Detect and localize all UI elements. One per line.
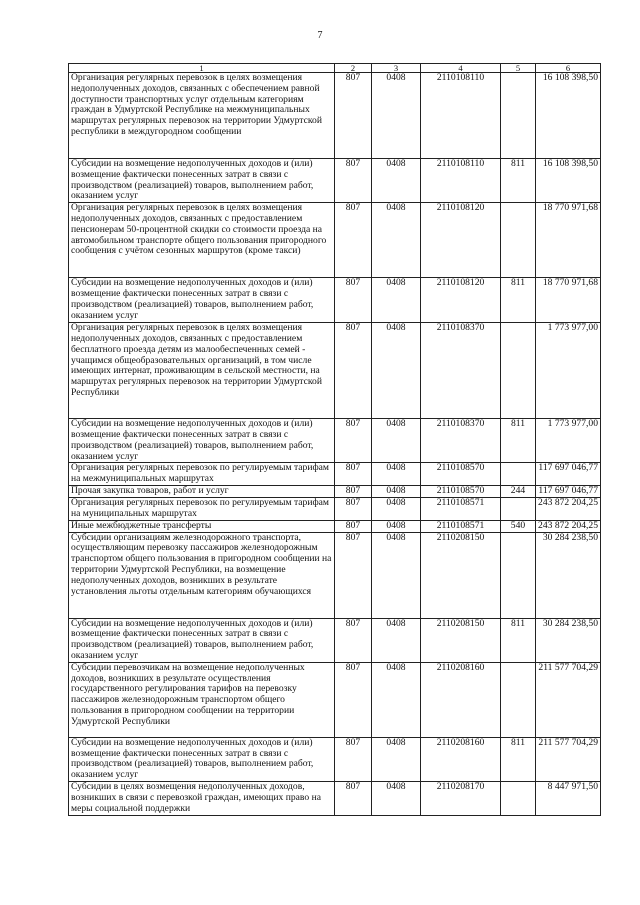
section-code-cell: 0408 [372, 419, 421, 463]
row-name-cell: Субсидии на возмещение недополученных доходов и (или) возмещение фактически понесенных затрат в связи с производством (реализацией) товаров, выполнением работ, оказанием услуг [69, 618, 335, 662]
row-name-cell: Организация регулярных перевозок в целях возмещения недополученных доходов, связанных с обеспечением равной доступности транспортных услуг отдельным категориям граждан в Удмуртской Республике на межмуниципальных маршрутах регулярных перевозок на территории Удмуртской республики в междугородном сообщении [69, 73, 335, 159]
column-header: 5 [501, 64, 536, 73]
ministry-code-cell: 807 [335, 159, 372, 203]
ministry-code-cell: 807 [335, 463, 372, 486]
amount-cell: 18 770 971,68 [536, 203, 601, 278]
table-row [69, 662, 601, 737]
table-row [69, 781, 601, 815]
ministry-code-cell: 807 [335, 737, 372, 781]
ministry-code-cell: 807 [335, 419, 372, 463]
ministry-code-cell: 807 [335, 532, 372, 618]
row-name-cell: Субсидии на возмещение недополученных доходов и (или) возмещение фактически понесенных затрат в связи с производством (реализацией) товаров, выполнением работ, оказанием услуг [69, 159, 335, 203]
amount-cell: 243 872 204,25 [536, 520, 601, 532]
expense-type-cell [501, 463, 536, 486]
table-row [69, 203, 601, 278]
row-name-cell: Субсидии организациям железнодорожного транспорта, осуществляющим перевозку пассажиров железнодорожным транспортом общего пользования в пригородном сообщении на территории Удмуртской Республики, на возмещение недополученных доходов, возникших в результате установления льготы отдельным категориям обучающихся [69, 532, 335, 618]
expense-type-cell: 540 [501, 520, 536, 532]
section-code-cell: 0408 [372, 737, 421, 781]
column-header: 6 [536, 64, 601, 73]
table-row [69, 278, 601, 323]
amount-cell: 117 697 046,77 [536, 463, 601, 486]
row-name-cell: Организация регулярных перевозок по регулируемым тарифам на межмуниципальных маршрутах [69, 463, 335, 486]
ministry-code-cell: 807 [335, 323, 372, 419]
table-row [69, 520, 601, 532]
row-name-cell: Прочая закупка товаров, работ и услуг [69, 486, 335, 498]
row-name-cell: Субсидии на возмещение недополученных доходов и (или) возмещение фактически понесенных затрат в связи с производством (реализацией) товаров, выполнением работ, оказанием услуг [69, 278, 335, 323]
budget-table [68, 63, 601, 816]
expense-type-cell [501, 203, 536, 278]
expense-type-cell [501, 73, 536, 159]
table-row [69, 463, 601, 486]
amount-cell: 16 108 398,50 [536, 159, 601, 203]
amount-cell: 18 770 971,68 [536, 278, 601, 323]
expense-type-cell [501, 498, 536, 521]
amount-cell: 1 773 977,00 [536, 419, 601, 463]
target-article-cell: 2110108571 [421, 520, 501, 532]
amount-cell: 211 577 704,29 [536, 737, 601, 781]
section-code-cell: 0408 [372, 662, 421, 737]
target-article-cell: 2110108110 [421, 73, 501, 159]
amount-cell: 16 108 398,50 [536, 73, 601, 159]
target-article-cell: 2110108120 [421, 278, 501, 323]
section-code-cell: 0408 [372, 486, 421, 498]
row-name-cell: Субсидии на возмещение недополученных доходов и (или) возмещение фактически понесенных затрат в связи с производством (реализацией) товаров, выполнением работ, оказанием услуг [69, 737, 335, 781]
target-article-cell: 2110108571 [421, 498, 501, 521]
row-name-cell: Субсидии перевозчикам на возмещение недополученных доходов, возникших в результате осуществления государственного регулирования тарифов на перевозку пассажиров железнодорожным транспортом общего пользования в пригородном сообщении на территории Удмуртской Республики [69, 662, 335, 737]
table-row [69, 323, 601, 419]
target-article-cell: 2110108370 [421, 323, 501, 419]
row-name-cell: Субсидии в целях возмещения недополученных доходов, возникших в связи с перевозкой граждан, имеющих право на меры социальной поддержки [69, 781, 335, 815]
section-code-cell: 0408 [372, 278, 421, 323]
target-article-cell: 2110108370 [421, 419, 501, 463]
ministry-code-cell: 807 [335, 73, 372, 159]
section-code-cell: 0408 [372, 159, 421, 203]
section-code-cell: 0408 [372, 781, 421, 815]
target-article-cell: 2110108110 [421, 159, 501, 203]
section-code-cell: 0408 [372, 323, 421, 419]
expense-type-cell: 244 [501, 486, 536, 498]
section-code-cell: 0408 [372, 520, 421, 532]
amount-cell: 211 577 704,29 [536, 662, 601, 737]
expense-type-cell: 811 [501, 737, 536, 781]
amount-cell: 30 284 238,50 [536, 618, 601, 662]
table-row [69, 73, 601, 159]
amount-cell: 8 447 971,50 [536, 781, 601, 815]
ministry-code-cell: 807 [335, 486, 372, 498]
column-header: 3 [372, 64, 421, 73]
table-row [69, 737, 601, 781]
expense-type-cell: 811 [501, 159, 536, 203]
target-article-cell: 2110108570 [421, 463, 501, 486]
target-article-cell: 2110208150 [421, 618, 501, 662]
amount-cell: 243 872 204,25 [536, 498, 601, 521]
row-name-cell: Организация регулярных перевозок в целях возмещения недополученных доходов, связанных с предоставлением бесплатного проезда детям из малообеспеченных семей - учащимся общеобразовательных организаций, в том числе имеющих интернат, проживающим в сельской местности, на маршрутах регулярных перевозок на территории Удмуртской Республики [69, 323, 335, 419]
table-row [69, 498, 601, 521]
expense-type-cell: 811 [501, 278, 536, 323]
amount-cell: 1 773 977,00 [536, 323, 601, 419]
ministry-code-cell: 807 [335, 781, 372, 815]
ministry-code-cell: 807 [335, 203, 372, 278]
section-code-cell: 0408 [372, 532, 421, 618]
table-row [69, 159, 601, 203]
section-code-cell: 0408 [372, 498, 421, 521]
column-header: 1 [69, 64, 335, 73]
column-header: 2 [335, 64, 372, 73]
expense-type-cell [501, 781, 536, 815]
target-article-cell: 2110108120 [421, 203, 501, 278]
page-number: 7 [317, 30, 323, 41]
section-code-cell: 0408 [372, 73, 421, 159]
target-article-cell: 2110208160 [421, 737, 501, 781]
target-article-cell: 2110208160 [421, 662, 501, 737]
expense-type-cell: 811 [501, 618, 536, 662]
row-name-cell: Субсидии на возмещение недополученных доходов и (или) возмещение фактически понесенных затрат в связи с производством (реализацией) товаров, выполнением работ, оказанием услуг [69, 419, 335, 463]
ministry-code-cell: 807 [335, 662, 372, 737]
ministry-code-cell: 807 [335, 278, 372, 323]
column-header: 4 [421, 64, 501, 73]
expense-type-cell: 811 [501, 419, 536, 463]
ministry-code-cell: 807 [335, 498, 372, 521]
ministry-code-cell: 807 [335, 520, 372, 532]
section-code-cell: 0408 [372, 618, 421, 662]
table-row [69, 618, 601, 662]
expense-type-cell [501, 323, 536, 419]
target-article-cell: 2110208150 [421, 532, 501, 618]
row-name-cell: Организация регулярных перевозок в целях возмещения недополученных доходов, связанных с предоставлением пенсионерам 50-процентной скидки со стоимости проезда на автомобильном транспорте общего пользования пригородного сообщения с учётом сезонных маршрутов (кроме такси) [69, 203, 335, 278]
target-article-cell: 2110208170 [421, 781, 501, 815]
ministry-code-cell: 807 [335, 618, 372, 662]
expense-type-cell [501, 662, 536, 737]
section-code-cell: 0408 [372, 203, 421, 278]
row-name-cell: Иные межбюджетные трансферты [69, 520, 335, 532]
amount-cell: 30 284 238,50 [536, 532, 601, 618]
table-row [69, 486, 601, 498]
expense-type-cell [501, 532, 536, 618]
table-row [69, 532, 601, 618]
table-row [69, 419, 601, 463]
section-code-cell: 0408 [372, 463, 421, 486]
row-name-cell: Организация регулярных перевозок по регулируемым тарифам на муниципальных маршрутах [69, 498, 335, 521]
amount-cell: 117 697 046,77 [536, 486, 601, 498]
target-article-cell: 2110108570 [421, 486, 501, 498]
